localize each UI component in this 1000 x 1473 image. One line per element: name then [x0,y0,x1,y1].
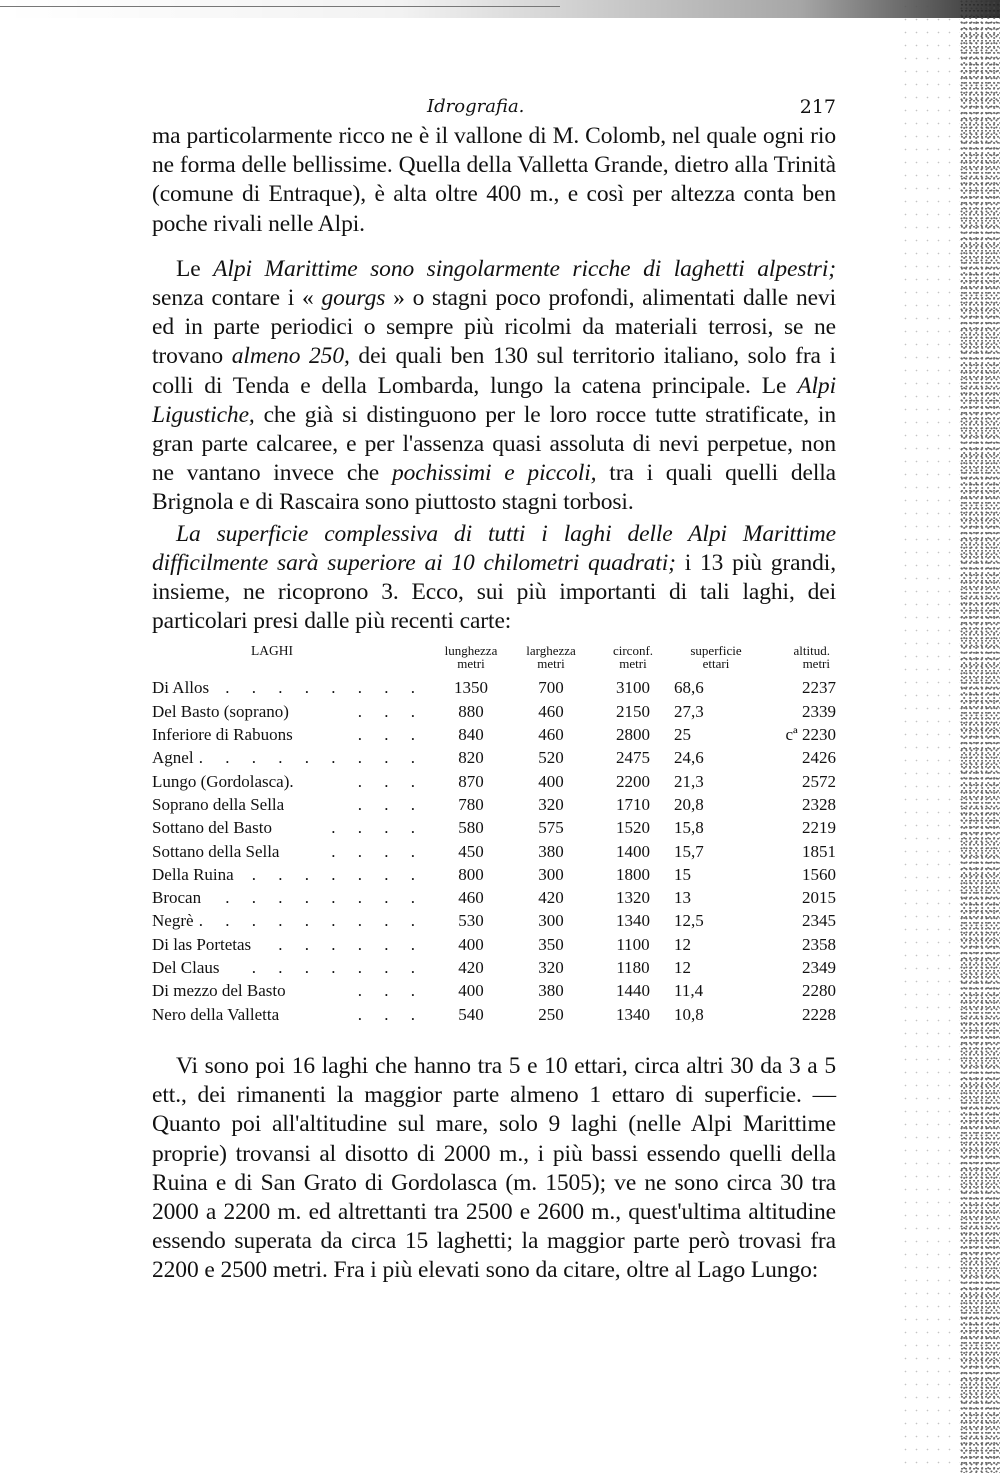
text: » o stagni poco profondi, alimentati dalle nevi ed in parte periodici o sempre più ricolmi da materiali terrosi, se ne trovano [152,285,837,370]
table-row [152,933,836,956]
leader-dots: . . . . . . . . [225,678,424,698]
circumference-cell: 1440 [616,981,650,1001]
length-cell: 420 [458,958,484,978]
area-cell: 10,8 [674,1004,704,1024]
circumference-cell: 1320 [616,888,650,908]
table-header-row [152,644,836,676]
area-cell: 12 [674,934,691,954]
header-line: larghezza [526,643,576,659]
lake-name: Negrè [152,911,194,931]
lake-name: Del Basto (soprano) [152,701,289,721]
altitude-cell: 2572 [802,771,836,791]
length-cell: 530 [458,911,484,931]
leader-dots: . . . . [331,841,424,861]
width-cell: 380 [538,981,564,1001]
leader-dots: . . . . . . . . . [198,748,424,768]
table-row [152,886,836,909]
text: i 13 più grandi, insieme, ne ricoprono 3. Ecco, sui più importanti di tali laghi, dei particolari presi dalle più recenti carte: [152,549,836,635]
paragraph-surface [152,520,836,637]
circumference-cell: 1400 [616,841,650,861]
lake-name-cell [152,723,432,746]
lake-name: Brocan [152,888,202,908]
length-cell: 840 [458,725,484,745]
area-cell: 15 [674,864,691,884]
leader-dots: . . . . . . . . [225,888,424,908]
italic-text: gourgs [321,285,386,312]
altitude-cell: 2349 [802,958,836,978]
lake-name-cell [152,909,432,932]
width-cell: 300 [538,911,564,931]
text: che già si distinguono per le loro rocce tutte stratificate, in gran parte calcaree, e per l'assenza quasi assoluta di nevi perpetue, non ne vantano invece che [152,401,836,487]
leader-dots: . . . [357,794,424,814]
header-line: circonf. [612,643,654,659]
area-cell: 12 [674,958,691,978]
length-cell: 870 [458,771,484,791]
length-cell: 450 [458,841,484,861]
length-cell: 800 [458,864,484,884]
leader-dots: . . . [357,701,424,721]
page-number: 217 [799,96,836,118]
altitude-cell: 2426 [802,748,836,768]
header-lakes: LAGHI [251,643,293,659]
lake-name-cell [152,1003,432,1026]
header-altitude [758,644,836,676]
circumference-cell: 1520 [616,818,650,838]
lake-name-cell [152,793,432,816]
width-cell: 350 [538,934,564,954]
lake-name: Nero della Valletta [152,1004,280,1024]
circumference-cell: 2800 [616,725,650,745]
area-cell: 27,3 [674,701,704,721]
altitude-cell: 2339 [802,701,836,721]
leader-dots: . . . [357,1004,424,1024]
table-row [152,863,836,886]
italic-text: pochissimi e piccoli, [391,460,597,487]
circumference-cell: 3100 [616,678,650,698]
scan-shadow-top [0,0,1000,18]
circumference-cell: 1100 [616,934,650,954]
lake-name-cell [152,956,432,979]
length-cell: 1350 [454,678,488,698]
width-cell: 300 [538,864,564,884]
length-cell: 460 [458,888,484,908]
text: Le [176,255,214,282]
table-row [152,979,836,1002]
italic-text: almeno 250, [231,343,350,370]
length-cell: 820 [458,748,484,768]
table-row [152,956,836,979]
circumference-cell: 2475 [616,748,650,768]
circumference-cell: 1340 [616,1004,650,1024]
length-cell: 540 [458,1004,484,1024]
circumference-cell: 1180 [616,958,650,978]
altitude-cell: 2280 [802,981,836,1001]
header-width [510,644,592,676]
width-cell: 700 [538,678,564,698]
length-cell: 400 [458,981,484,1001]
lake-name-cell [152,676,432,699]
header-unit: metri [802,656,830,672]
lake-name: Di mezzo del Basto [152,981,286,1001]
altitude-cell: 1851 [802,841,836,861]
table-row [152,676,836,699]
altitude-cell: 1560 [802,864,836,884]
circumference-cell: 1340 [616,911,650,931]
lake-name-cell [152,746,432,769]
text: tra i quali quelli della Brignola e di Rascaira sono piuttosto stagni torbosi. [152,460,837,516]
width-cell: 380 [538,841,564,861]
circumference-cell: 1800 [616,864,650,884]
area-cell: 15,7 [674,841,704,861]
table-row [152,909,836,932]
length-cell: 580 [458,818,484,838]
altitude-cell: 2345 [802,911,836,931]
altitude-cell: 2237 [802,678,836,698]
lake-name: Di las Portetas [152,934,252,954]
area-cell: 25 [674,725,691,745]
width-cell: 320 [538,794,564,814]
italic-text: La superficie complessiva di tutti i laghi delle Alpi Marittime difficilmente sarà superiore ai 10 chilometri quadrati; [152,520,836,576]
width-cell: 520 [538,748,564,768]
altitude-cell: 2228 [802,1004,836,1024]
width-cell: 250 [538,1004,564,1024]
width-cell: 575 [538,818,564,838]
header-circumference [592,644,674,676]
width-cell: 420 [538,888,564,908]
leader-dots: . . . . . . . [251,864,424,884]
leader-dots: . . . . . . [278,934,424,954]
leader-dots: . . . [357,771,424,791]
lake-name-cell [152,863,432,886]
lake-name-cell [152,979,432,1002]
length-cell: 400 [458,934,484,954]
header-unit: metri [537,656,565,672]
text: dei quali ben 130 sul territorio italiano, solo fra i colli di Tenda e della Lombarda, lungo la catena principale. Le [152,343,836,399]
lake-name-cell [152,840,432,863]
header-line: lunghezza [444,643,498,659]
lake-name: Lungo (Gordolasca). [152,771,294,791]
table-row [152,793,836,816]
table-row [152,840,836,863]
header-line: altitud. [793,643,830,659]
lakes-table-body [152,676,836,1025]
altitude-cell: 2358 [802,934,836,954]
header-unit: ettari [702,656,730,672]
length-cell: 780 [458,794,484,814]
table-row [152,700,836,723]
altitude-cell: 2015 [802,888,836,908]
paragraph-lakes-intro [152,255,836,518]
italic-text: Alpi Ligustiche, [152,372,836,428]
header-area [674,644,758,676]
altitude-cell: 2328 [802,794,836,814]
leader-dots: . . . [357,981,424,1001]
area-cell: 12,5 [674,911,704,931]
area-cell: 15,8 [674,818,704,838]
area-cell: 21,3 [674,771,704,791]
header-length [432,644,510,676]
header-unit: metri [457,656,485,672]
altitude-cell: cª 2230 [785,725,836,745]
lakes-table [152,644,836,1025]
table-row [152,723,836,746]
table-row [152,746,836,769]
lake-name: Della Ruina [152,864,234,884]
length-cell: 880 [458,701,484,721]
lake-name: Soprano della Sella [152,794,285,814]
scan-noise-edge [960,0,1000,1473]
lake-name: Sottano del Basto [152,818,272,838]
header-unit: metri [619,656,647,672]
circumference-cell: 1710 [616,794,650,814]
lake-name-cell [152,886,432,909]
area-cell: 11,4 [674,981,704,1001]
area-cell: 20,8 [674,794,704,814]
area-cell: 68,6 [674,678,704,698]
running-title: Idrografia. [427,96,525,117]
lake-name: Agnel [152,748,194,768]
width-cell: 460 [538,725,564,745]
lake-name: Sottano della Sella [152,841,280,861]
running-head [152,96,836,122]
leader-dots: . . . [357,725,424,745]
table-row [152,1003,836,1026]
altitude-cell: 2219 [802,818,836,838]
text: senza contare i « [152,285,322,312]
lake-name: Del Claus [152,958,220,978]
width-cell: 400 [538,771,564,791]
paragraph-waterfalls: ma particolarmente ricco ne è il vallone di M. Colomb, nel quale ogni rio ne forma delle bellissime. Quella della Valletta Grande, dietro alla Trinità (comune di Entraque), è alta oltre 400 m., e così per altezza conta ben poche rivali nelle Alpi. [152,123,836,237]
leader-dots: . . . . . . . . . [198,911,424,931]
area-cell: 24,6 [674,748,704,768]
width-cell: 320 [538,958,564,978]
lake-name-cell [152,700,432,723]
scan-edge-line [0,6,560,7]
lake-name: Inferiore di Rabuons [152,725,293,745]
lake-name-cell [152,816,432,839]
table-row [152,770,836,793]
circumference-cell: 2200 [616,771,650,791]
lake-name-cell [152,770,432,793]
width-cell: 460 [538,701,564,721]
book-page [152,96,836,1286]
circumference-cell: 2150 [616,701,650,721]
lake-name-cell [152,933,432,956]
italic-text: Alpi Marittime sono singolarmente ricche di laghetti alpestri; [213,255,836,282]
header-line: superficie [690,643,742,659]
leader-dots: . . . . . . . [251,958,424,978]
scan-noise-margin [900,0,960,1473]
paragraph-altitudes: Vi sono poi 16 laghi che hanno tra 5 e 10 ettari, circa altri 30 da 3 a 5 ett., dei rimanenti la maggior parte almeno 1 ettaro di superficie. — Quanto poi all'altitudine sul mare, solo 9 laghi (nelle Alpi Marittime proprie) trovansi al disotto di 2000 m., i più bassi essendo quelli della Ruina e di San Grato di Gordolasca (m. 1505); ve ne sono circa 30 tra 2000 a 2200 m. ed altrettanti tra 2500 e 2600 m., quest'ultima altitudine essendo superata da circa 15 laghetti; la maggior parte però trovasi fra 2200 e 2500 metri. Fra i più elevati sono da citare, oltre al Lago Lungo: [152,1052,836,1284]
lake-name: Di Allos [152,678,210,698]
table-row [152,816,836,839]
area-cell: 13 [674,888,691,908]
leader-dots: . . . . [331,818,424,838]
